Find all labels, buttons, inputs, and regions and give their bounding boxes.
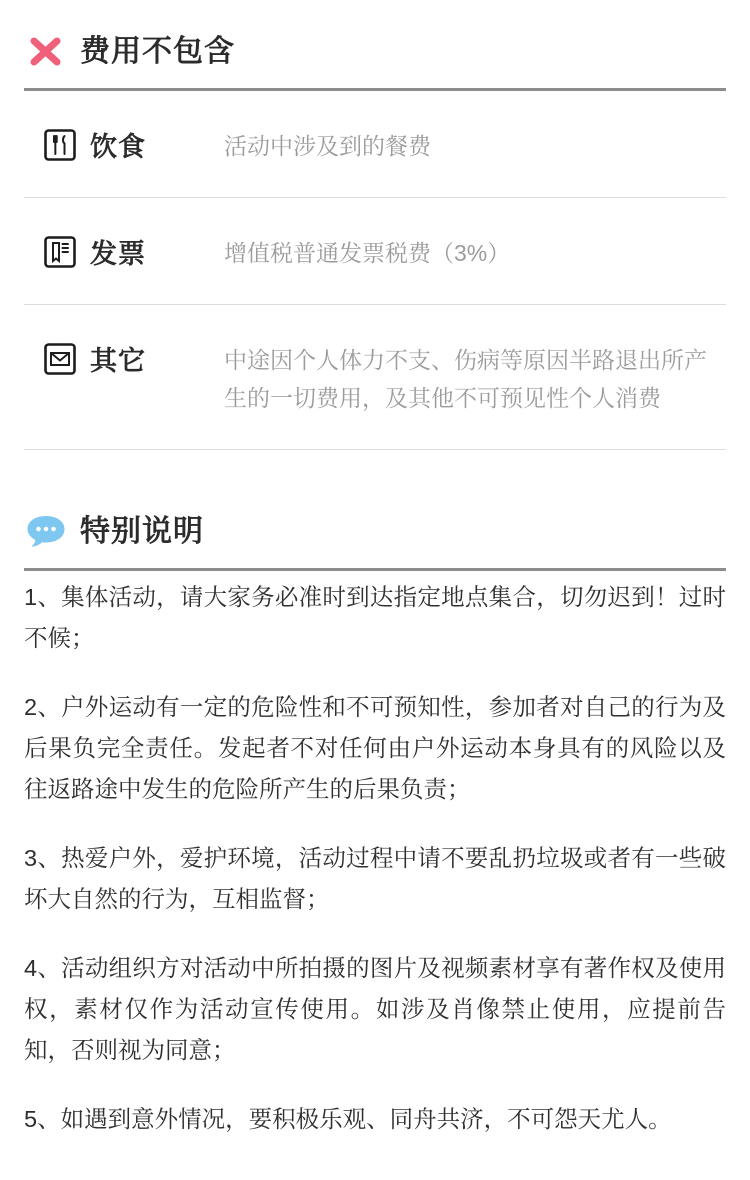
envelope-icon: [44, 343, 76, 375]
exclusion-label: 其它: [90, 346, 146, 376]
exclusion-description: 活动中涉及到的餐费: [224, 133, 431, 159]
exclusion-label-group: [24, 125, 224, 164]
list-item: 4、活动组织方对活动中所拍摄的图片及视频素材享有著作权及使用权，素材仅作为活动宣传使用。如涉及肖像禁止使用，应提前告知，否则视为同意；: [24, 955, 726, 1063]
page-title-exclusions: 费用不包含: [80, 35, 235, 68]
exclusion-label: 饮食: [90, 132, 146, 162]
notes-list: [24, 571, 726, 1180]
x-cross-icon: [24, 30, 68, 74]
list-item: [24, 91, 726, 198]
section-special-notes: [24, 480, 726, 1180]
section-header-special-notes: [24, 480, 726, 568]
section-spacer: [24, 450, 726, 480]
exclusion-list: [24, 91, 726, 450]
section-exclusions: [24, 0, 726, 450]
exclusion-description: 增值税普通发票税费（3%）: [224, 240, 511, 266]
list-item: 5、如遇到意外情况，要积极乐观、同舟共济，不可怨天尤人。: [24, 1106, 672, 1132]
invoice-icon: [44, 236, 76, 268]
list-item: 1、集体活动，请大家务必准时到达指定地点集合，切勿迟到！过时不候；: [24, 584, 726, 651]
cutlery-icon: [44, 129, 76, 161]
speech-bubble-icon: [24, 510, 68, 554]
list-item: 3、热爱户外，爱护环境，活动过程中请不要乱扔垃圾或者有一些破坏大自然的行为，互相监督；: [24, 845, 726, 912]
exclusion-label-group: [24, 232, 224, 271]
page-title-special-notes: 特别说明: [80, 515, 204, 548]
section-header-exclusions: [24, 0, 726, 88]
list-item: [24, 305, 726, 450]
exclusion-label-group: [24, 339, 224, 378]
exclusion-description: 中途因个人体力不支、伤病等原因半路退出所产生的一切费用，及其他不可预见性个人消费: [224, 347, 707, 411]
exclusion-label: 发票: [90, 239, 146, 269]
list-item: [24, 198, 726, 305]
list-item: 2、户外运动有一定的危险性和不可预知性，参加者对自己的行为及后果负完全责任。发起者不对任何由户外运动本身具有的风险以及往返路途中发生的危险所产生的后果负责；: [24, 694, 726, 802]
